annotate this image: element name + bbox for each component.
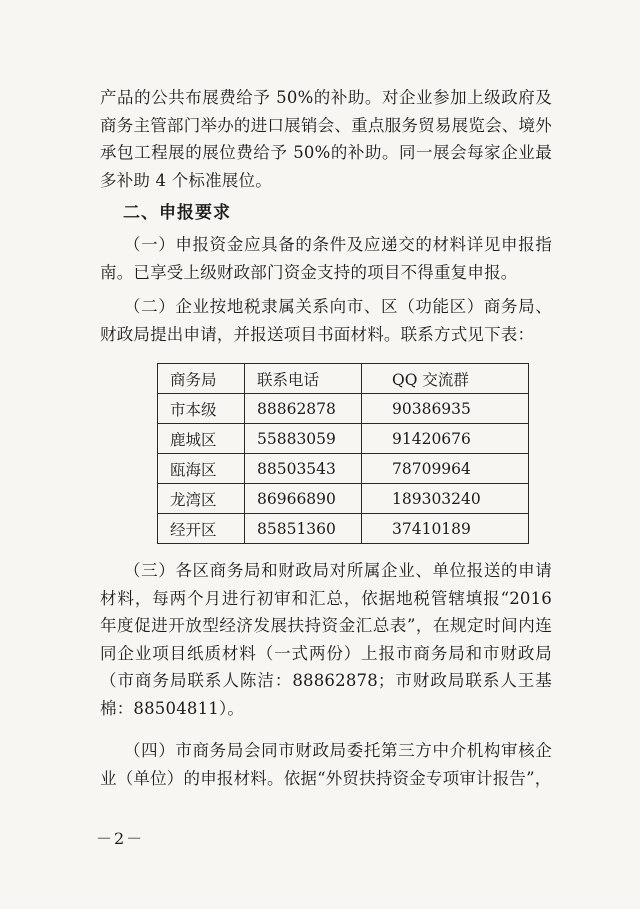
header-phone: 联系电话	[245, 364, 362, 394]
cell-qq: 78709964	[362, 454, 529, 484]
paragraph-subsidy: 产品的公共布展费给予 50%的补助。对企业参加上级政府及商务主管部门举办的进口展销会、重点服务贸易展览会、境外承包工程展的展位费给予 50%的补助。同一展会每家企业最多补助 4 个标准展位。	[100, 88, 552, 190]
paragraph-requirement-1: （一）申报资金应具备的条件及应递交的材料详见申报指南。已享受上级财政部门资金支持的项目不得重复申报。	[100, 235, 552, 282]
page-number: －2－	[96, 829, 145, 848]
cell-bureau: 龙湾区	[158, 484, 245, 514]
table-row	[158, 394, 529, 424]
cell-phone: 88503543	[245, 454, 362, 484]
cell-phone: 85851360	[245, 514, 362, 544]
table-row	[158, 514, 529, 544]
header-qq: QQ 交流群	[362, 364, 529, 394]
contact-table	[157, 363, 529, 544]
table-row	[158, 484, 529, 514]
table-row	[158, 424, 529, 454]
cell-phone: 86966890	[245, 484, 362, 514]
table-row	[158, 454, 529, 484]
cell-bureau: 经开区	[158, 514, 245, 544]
cell-bureau: 市本级	[158, 394, 245, 424]
paragraph-requirement-3: （三）各区商务局和财政局对所属企业、单位报送的申请材料，每两个月进行初审和汇总，依据地税管辖填报“2016 年度促进开放型经济发展扶持资金汇总表”，在规定时间内连同企业项目纸质材料（一式两份）上报市商务局和市财政局（市商务局联系人陈洁：88862878；市财政局联系人王基棉：88504811）。	[100, 561, 552, 718]
cell-qq: 37410189	[362, 514, 529, 544]
section-heading: 二、申报要求	[123, 203, 231, 223]
paragraph-requirement-2: （二）企业按地税隶属关系向市、区（功能区）商务局、财政局提出申请，并报送项目书面材料。联系方式见下表：	[100, 297, 552, 344]
cell-qq: 91420676	[362, 424, 529, 454]
cell-qq: 189303240	[362, 484, 529, 514]
header-bureau: 商务局	[158, 364, 245, 394]
cell-phone: 88862878	[245, 394, 362, 424]
cell-bureau: 瓯海区	[158, 454, 245, 484]
cell-qq: 90386935	[362, 394, 529, 424]
cell-phone: 55883059	[245, 424, 362, 454]
table-header-row	[158, 364, 529, 394]
cell-bureau: 鹿城区	[158, 424, 245, 454]
paragraph-requirement-4: （四）市商务局会同市财政局委托第三方中介机构审核企业（单位）的申报材料。依据“外贸扶持资金专项审计报告”，	[100, 741, 552, 788]
